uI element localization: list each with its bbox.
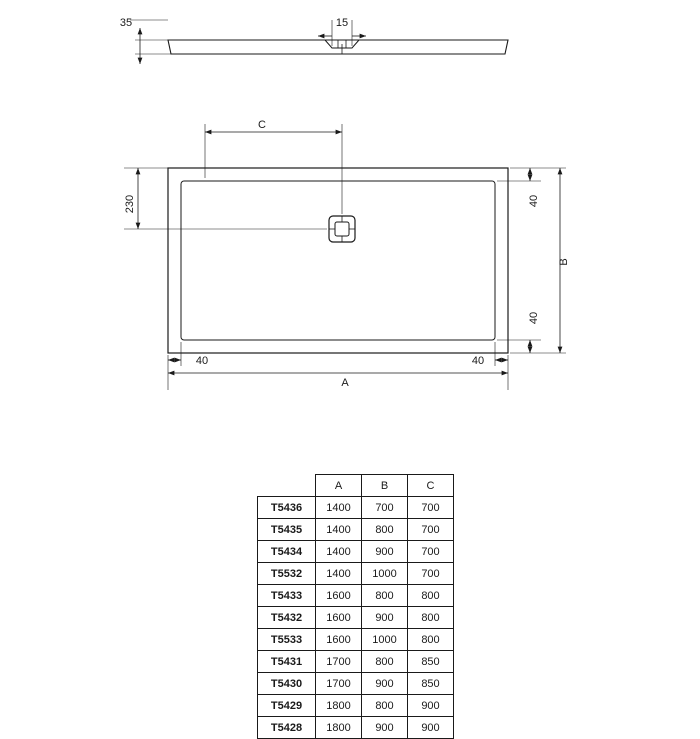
row-b: 700 [362,497,408,519]
table-header-c: C [408,475,454,497]
table-row [258,541,454,563]
row-a: 1400 [316,519,362,541]
table-row [258,673,454,695]
row-code: T5430 [258,673,316,695]
row-code: T5428 [258,717,316,739]
row-a: 1400 [316,541,362,563]
row-a: 1400 [316,563,362,585]
row-c: 700 [408,541,454,563]
table-row [258,717,454,739]
dimensions-table [257,474,454,739]
row-b: 1000 [362,563,408,585]
row-code: T5431 [258,651,316,673]
row-b: 1000 [362,629,408,651]
row-a: 1600 [316,607,362,629]
row-a: 1600 [316,629,362,651]
row-code: T5433 [258,585,316,607]
row-a: 1700 [316,651,362,673]
row-c: 900 [408,717,454,739]
row-c: 700 [408,519,454,541]
dim-drain-width: 15 [335,17,349,29]
row-code: T5533 [258,629,316,651]
row-b: 800 [362,519,408,541]
table-row [258,607,454,629]
row-code: T5532 [258,563,316,585]
plan-view [124,119,570,390]
table-row [258,695,454,717]
table-row [258,497,454,519]
row-b: 800 [362,651,408,673]
dim-c: C [258,119,266,131]
row-a: 1600 [316,585,362,607]
row-b: 900 [362,607,408,629]
dim-bottom-offset: 40 [528,311,540,325]
row-code: T5432 [258,607,316,629]
row-b: 900 [362,673,408,695]
row-b: 800 [362,585,408,607]
dim-a: A [341,377,349,389]
row-b: 800 [362,695,408,717]
table-header-row [258,475,454,497]
table-row [258,629,454,651]
dim-b: B [558,258,570,266]
row-c: 800 [408,629,454,651]
row-a: 1400 [316,497,362,519]
row-code: T5434 [258,541,316,563]
row-a: 1800 [316,695,362,717]
row-c: 800 [408,607,454,629]
row-code: T5436 [258,497,316,519]
row-c: 850 [408,651,454,673]
table-row [258,519,454,541]
dim-230: 230 [124,194,136,214]
row-a: 1700 [316,673,362,695]
side-view [120,17,508,64]
dim-top-offset: 40 [528,194,540,208]
row-c: 800 [408,585,454,607]
dim-right-offset: 40 [471,355,485,367]
row-c: 900 [408,695,454,717]
table-header-code [258,475,316,497]
row-code: T5429 [258,695,316,717]
table-row [258,563,454,585]
dim-side-height: 35 [119,17,133,29]
row-c: 700 [408,563,454,585]
row-b: 900 [362,717,408,739]
table-header-a: A [316,475,362,497]
row-c: 850 [408,673,454,695]
table-row [258,651,454,673]
table-row [258,585,454,607]
table-header-b: B [362,475,408,497]
row-code: T5435 [258,519,316,541]
row-b: 900 [362,541,408,563]
dim-left-offset: 40 [195,355,209,367]
row-a: 1800 [316,717,362,739]
row-c: 700 [408,497,454,519]
